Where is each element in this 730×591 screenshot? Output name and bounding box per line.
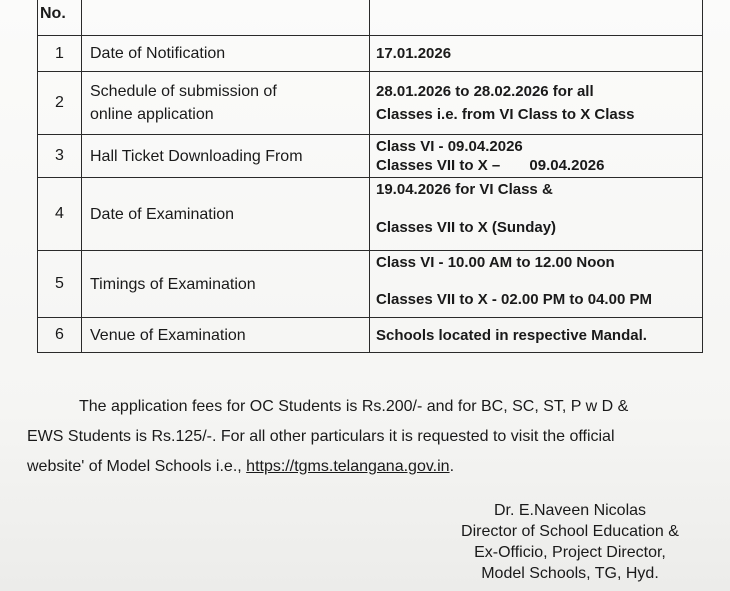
event-text: Timings of Examination bbox=[90, 275, 256, 293]
signature-block bbox=[430, 500, 710, 584]
row-number: 5 bbox=[38, 251, 82, 318]
date-text: Class VI - 10.00 AM to 12.00 Noon bbox=[376, 254, 615, 271]
table-row bbox=[38, 36, 703, 72]
date-text: 19.04.2026 for VI Class & bbox=[376, 181, 553, 198]
paragraph-line: EWS Students is Rs.125/-. For all other particulars it is requested to visit the official bbox=[27, 428, 615, 445]
header-event bbox=[82, 0, 370, 36]
row-date bbox=[370, 251, 703, 318]
fee-paragraph bbox=[27, 392, 719, 482]
paragraph-line: The application fees for OC Students is Rs.200/- and for BC, SC, ST, P w D & bbox=[79, 398, 629, 415]
paragraph-text: website' of Model Schools i.e., bbox=[27, 458, 247, 475]
table-header-row bbox=[38, 0, 703, 36]
signatory-title: Director of School Education & bbox=[461, 523, 679, 540]
event-text: Hall Ticket Downloading From bbox=[90, 147, 303, 165]
paragraph-text: . bbox=[449, 458, 455, 475]
date-text: Classes VII to X - 02.00 PM to 04.00 PM bbox=[376, 291, 652, 308]
row-number: 4 bbox=[38, 178, 82, 251]
row-date bbox=[370, 318, 703, 353]
signatory-name: Dr. E.Naveen Nicolas bbox=[493, 502, 647, 519]
row-event bbox=[82, 36, 370, 72]
table-row bbox=[38, 251, 703, 318]
date-text: 17.01.2026 bbox=[376, 45, 452, 62]
event-text: Schedule of submission of bbox=[90, 83, 277, 100]
row-date bbox=[370, 36, 703, 72]
row-event bbox=[82, 135, 370, 178]
event-text: Date of Examination bbox=[90, 205, 235, 223]
date-text: Classes VII to X (Sunday) bbox=[376, 219, 557, 236]
date-text: 28.01.2026 to 28.02.2026 for all bbox=[376, 83, 594, 100]
row-event bbox=[82, 72, 370, 135]
paragraph-line bbox=[27, 452, 719, 482]
row-number: 1 bbox=[38, 36, 82, 72]
row-event bbox=[82, 318, 370, 353]
row-date bbox=[370, 135, 703, 178]
date-text: Schools located in respective Mandal. bbox=[376, 326, 647, 344]
row-number: 6 bbox=[38, 318, 82, 353]
event-text: Date of Notification bbox=[90, 45, 226, 62]
table-row bbox=[38, 318, 703, 353]
event-text: online application bbox=[90, 106, 214, 123]
row-date bbox=[370, 178, 703, 251]
date-text: Classes i.e. from VI Class to X Class bbox=[376, 106, 635, 123]
table-row bbox=[38, 72, 703, 135]
row-event bbox=[82, 251, 370, 318]
signatory-title: Ex-Officio, Project Director, bbox=[474, 544, 666, 561]
row-number: 2 bbox=[38, 72, 82, 135]
event-text: Venue of Examination bbox=[90, 326, 246, 344]
date-text: Class VI - 09.04.2026 bbox=[376, 138, 523, 155]
schedule-table bbox=[37, 0, 703, 353]
header-no: No. bbox=[38, 0, 82, 36]
date-text: Classes VII to X – 09.04.2026 bbox=[376, 157, 605, 174]
signatory-title: Model Schools, TG, Hyd. bbox=[481, 565, 659, 582]
table-row bbox=[38, 135, 703, 178]
row-number: 3 bbox=[38, 135, 82, 178]
header-date bbox=[370, 0, 703, 36]
table-row bbox=[38, 178, 703, 251]
row-date bbox=[370, 72, 703, 135]
website-link[interactable]: https://tgms.telangana.gov.in bbox=[246, 458, 450, 475]
row-event bbox=[82, 178, 370, 251]
